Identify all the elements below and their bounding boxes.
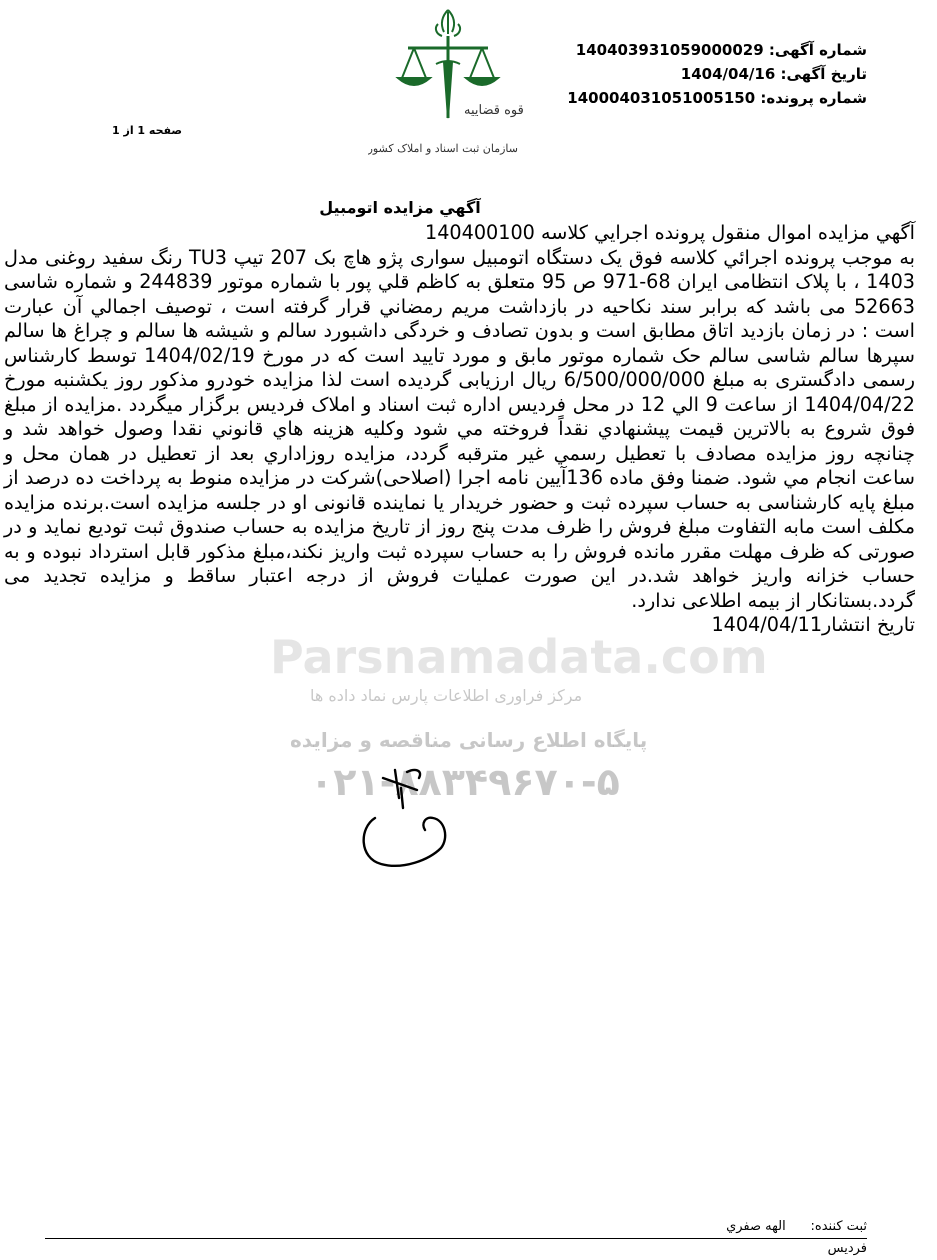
signature-icon bbox=[345, 758, 475, 878]
case-number-row bbox=[487, 86, 867, 110]
notice-title: آگهي مزایده اتومبیل bbox=[319, 198, 481, 217]
notice-body bbox=[4, 221, 915, 638]
watermark-line2: پایگاه اطلاع رسانی مناقصه و مزایده bbox=[290, 728, 648, 752]
footer-divider bbox=[45, 1238, 867, 1239]
registrar-name: الهه صفري bbox=[726, 1219, 786, 1234]
registrar-row bbox=[567, 1216, 867, 1238]
case-number-label: شماره پرونده: bbox=[760, 89, 867, 107]
notice-meta bbox=[487, 38, 867, 110]
notice-date-label: تاریخ آگهی: bbox=[780, 65, 867, 83]
notice-number-row bbox=[487, 38, 867, 62]
notice-date: 1404/04/16 bbox=[680, 65, 776, 83]
judiciary-logo bbox=[368, 6, 528, 162]
notice-date-row bbox=[487, 62, 867, 86]
watermark-site: Parsnamadata.com bbox=[270, 630, 768, 684]
org-name-text: قوه قضاییه bbox=[464, 103, 524, 118]
publish-date: 1404/04/11 bbox=[711, 613, 823, 636]
watermark-line1: مرکز فراوری اطلاعات پارس نماد داده ها bbox=[310, 686, 583, 705]
watermark-phone: ۰۲۱-۸۸۳۴۹۶۷۰-۵ bbox=[310, 760, 620, 804]
notice-paragraph: به موجب پرونده اجرائي کلاسه فوق یک دستگاه اتومبیل سواری پژو هاچ بک 207 تیپ TU3 رنگ سفید روغنی مدل 1403 ، با پلاک انتظامی ایران 68-971 ص 95 متعلق به کاظم قلي پور با شماره موتور 244839 و شماره شاسی 52663 می باشد که برابر سند نکاحیه در بازداشت مریم رمضاني قرار گرفته است ، توصیف اجمالي آن عبارت است : در زمان بازدید اتاق مطابق است و بدون تصادف و خردگی داشبورد سالم و شیشه ها سالم و چراغ ها سالم سپرها سالم شاسی سالم حک شماره موتور مابق و مورد تایید است که در مورخ 1404/02/19 توسط کارشناس رسمی دادگستری به مبلغ 6/500/000/000 ریال ارزیابی گردیده است لذا مزایده خودرو مذکور روز یکشنبه مورخ 1404/04/22 از ساعت 9 الي 12 در محل فردیس اداره ثبت اسناد و املاک فردیس برگزار میگردد .مزایده از مبلغ فوق شروع به بالاترین قیمت پیشنهادي نقداً فروخته مي شود وکلیه هزینه هاي قانوني نقدا وصول خواهد شد و چنانچه روز مزایده مصادف با تعطیل رسمي غیر مترقبه گردد، مزایده روزاداري بعد از تعطیل در همان محل و ساعت انجام مي شود. ضمنا وفق ماده 136آیین نامه اجرا (اصلاحی)شرکت در مزایده منوط به پرداخت ده درصد از مبلغ پایه کارشناسی به حساب سپرده ثبت و حضور خریدار یا نماینده قانونی او در جلسه مزایده است.برنده مزایده مکلف است مابه التفاوت مبلغ فروش را ظرف مدت پنج روز از تاریخ مزایده به حساب صندوق ثبت تودیع نماید و در صورتی که ظرف مهلت مقرر مانده فروش را به حساب سپرده ثبت واریز نکند،مبلغ مذکور قابل استرداد نبوده و به حساب خزانه واریز خواهد شد.در این صورت عملیات فروش از درجه اعتبار ساقط و مزایده تجدید می گردد.بستانکار از بیمه اطلاعی ندارد. bbox=[4, 245, 916, 612]
page-indicator: صفحه 1 از 1 bbox=[112, 124, 183, 137]
org-subname-text: سازمان ثبت اسناد و املاک کشور bbox=[368, 142, 518, 155]
scales-of-justice-icon bbox=[368, 6, 528, 162]
publish-date-row bbox=[4, 613, 915, 638]
signature bbox=[345, 758, 475, 878]
publish-date-label: تاریخ انتشار bbox=[822, 613, 915, 636]
footer-city: فردیس bbox=[827, 1241, 867, 1256]
notice-intro: آگهي مزایده اموال منقول پرونده اجرایي کلاسه 140400100 bbox=[425, 221, 915, 244]
notice-number-label: شماره آگهی: bbox=[768, 41, 867, 59]
notice-number: 14040393105900002‎9 bbox=[575, 41, 764, 59]
case-number: 14000403105100515‎0 bbox=[567, 89, 756, 107]
registrar-label: ثبت کننده: bbox=[810, 1219, 867, 1234]
